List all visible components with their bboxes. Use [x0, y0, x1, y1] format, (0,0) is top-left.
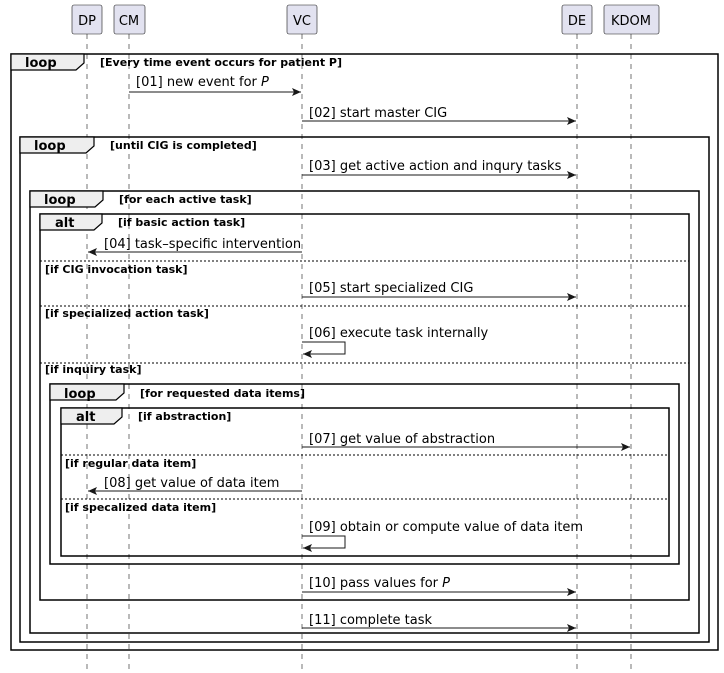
participant-dp-label: DP	[78, 14, 96, 29]
message-02-label: [02] start master CIG	[309, 106, 448, 121]
message-11	[302, 613, 576, 632]
participant-kdom	[604, 5, 659, 34]
message-08-label: [08] get value of data item	[104, 476, 280, 491]
participant-cm-label: CM	[118, 14, 140, 29]
alt-condition-specialized-data: [if specalized data item]	[65, 501, 217, 514]
message-09-label: [09] obtain or compute value of data item	[309, 520, 584, 535]
message-05	[302, 281, 576, 301]
participant-dp	[72, 5, 102, 34]
alt-keyword: alt	[55, 216, 75, 231]
message-11-label: [11] complete task	[309, 613, 433, 628]
loop-keyword: loop	[34, 139, 66, 154]
message-03-label: [03] get active action and inqury tasks	[309, 159, 562, 174]
message-06	[302, 326, 488, 358]
message-07-label: [07] get value of abstraction	[309, 432, 496, 447]
message-09	[302, 520, 583, 552]
message-05-label: [05] start specialized CIG	[309, 281, 474, 296]
participant-de	[562, 5, 592, 34]
message-07	[302, 432, 630, 451]
message-04	[88, 237, 302, 256]
loop-fragment-active-task	[30, 191, 699, 633]
participant-vc-label: VC	[293, 14, 311, 29]
alt-fragment-task-type	[40, 214, 689, 600]
message-04-label: [04] task–specific intervention	[104, 237, 302, 252]
message-08	[88, 476, 302, 495]
loop-keyword: loop	[25, 56, 57, 71]
participant-vc	[287, 5, 317, 34]
message-03	[302, 159, 576, 179]
participant-de-label: DE	[567, 14, 587, 29]
message-01-label: [01] new event for P	[136, 75, 269, 90]
loop-condition-active-task: [for each active task]	[119, 193, 252, 206]
alt-condition-specialized-action: [if specialized action task]	[45, 307, 209, 320]
participant-cm	[114, 5, 145, 34]
alt-keyword: alt	[76, 410, 96, 425]
loop-keyword: loop	[44, 193, 76, 208]
message-10	[302, 576, 576, 596]
alt-condition-abstraction: [if abstraction]	[138, 410, 232, 423]
alt-condition-basic-action: [if basic action task]	[118, 216, 246, 229]
loop-condition-outer: [Every time event occurs for patient P]	[100, 56, 343, 69]
loop-keyword: loop	[64, 387, 96, 402]
alt-condition-regular-data: [if regular data item]	[65, 457, 197, 470]
loop-condition-data-items: [for requested data items]	[140, 387, 305, 400]
message-01	[129, 75, 301, 96]
message-06-label: [06] execute task internally	[309, 326, 489, 341]
message-10-label: [10] pass values for P	[309, 576, 450, 591]
message-02	[302, 106, 576, 125]
loop-condition-cig: [until CIG is completed]	[110, 139, 257, 152]
alt-condition-cig-invocation: [if CIG invocation task]	[45, 263, 188, 276]
participant-kdom-label: KDOM	[611, 14, 651, 29]
alt-condition-inquiry: [if inquiry task]	[45, 363, 142, 376]
